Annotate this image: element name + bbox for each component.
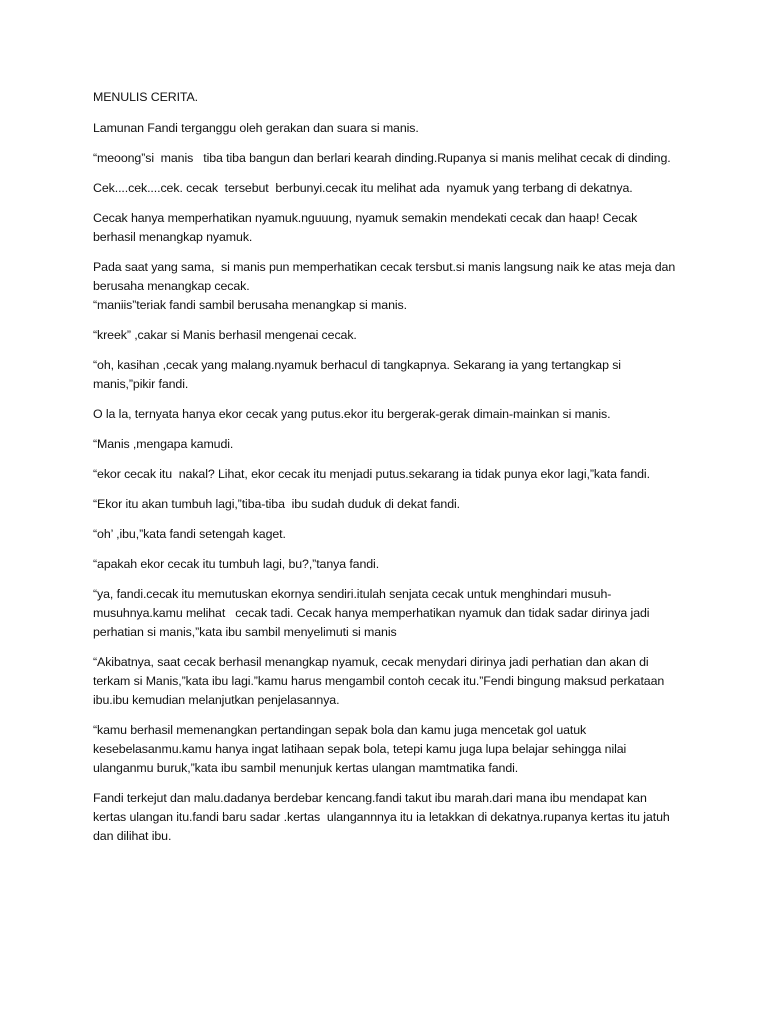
paragraph-7: “oh, kasihan ,cecak yang malang.nyamuk berhacul di tangkapnya. Sekarang ia yang tertangkap si manis,”pikir fandi. [93,358,625,391]
paragraph-12: “oh’ ,ibu,”kata fandi setengah kaget. [93,527,286,541]
paragraph-15: “Akibatnya, saat cecak berhasil menangkap nyamuk, cecak menydari dirinya jadi perhatian dan akan di terkam si Manis,”kata ibu lagi.”kamu harus mengambil contoh cecak itu.”Fendi bingung maksud perkataan ibu.ibu kemudian melanjutkan penjelasannya. [93,655,668,707]
paragraph-17: Fandi terkejut dan malu.dadanya berdebar kencang.fandi takut ibu marah.dari mana ibu mendapat kan kertas ulangan itu.fandi baru sadar .kertas ulangannnya itu ia letakkan di dekatnya.rupanya kertas itu jatuh dan dilihat ibu. [93,791,673,843]
document-title: MENULIS CERITA. [93,90,198,104]
paragraph-11: “Ekor itu akan tumbuh lagi,”tiba-tiba ibu sudah duduk di dekat fandi. [93,497,461,511]
paragraph-3: Cek....cek....cek. cecak tersebut berbunyi.cecak itu melihat ada nyamuk yang terbang di dekatnya. [93,181,633,195]
paragraph-14: “ya, fandi.cecak itu memutuskan ekornya sendiri.itulah senjata cecak untuk menghindari musuh-musuhnya.kamu melihat cecak tadi. Cecak hanya memperhatikan nyamuk dan tidak sadar dirinya jadi perhatian si manis,”kata ibu sambil menyelimuti si manis [93,587,653,639]
document-page [93,88,681,857]
paragraph-5: Pada saat yang sama, si manis pun memperhatikan cecak tersbut.si manis langsung naik ke atas meja dan berusaha menangkap cecak. “maniis”teriak fandi sambil berusaha menangkap si manis. [93,260,676,312]
paragraph-2: “meoong”si manis tiba tiba bangun dan berlari kearah dinding.Rupanya si manis melihat cecak di dinding. [93,151,671,165]
paragraph-13: “apakah ekor cecak itu tumbuh lagi, bu?,”tanya fandi. [93,557,380,571]
paragraph-4: Cecak hanya memperhatikan nyamuk.nguuung, nyamuk semakin mendekati cecak dan haap! Cecak berhasil menangkap nyamuk. [93,211,641,244]
paragraph-8: O la la, ternyata hanya ekor cecak yang putus.ekor itu bergerak-gerak dimain-mainkan si manis. [93,407,611,421]
paragraph-1: Lamunan Fandi terganggu oleh gerakan dan suara si manis. [93,121,419,135]
paragraph-9: “Manis ,mengapa kamudi. [93,437,234,451]
paragraph-6: “kreek” ,cakar si Manis berhasil mengenai cecak. [93,328,357,342]
paragraph-16: “kamu berhasil memenangkan pertandingan sepak bola dan kamu juga mencetak gol uatuk kesebelasanmu.kamu hanya ingat latihaan sepak bola, tetepi kamu juga lupa belajar sehingga nilai ulanganmu buruk,”kata ibu sambil menunjuk kertas ulangan mamtmatika fandi. [93,723,630,775]
paragraph-10: “ekor cecak itu nakal? Lihat, ekor cecak itu menjadi putus.sekarang ia tidak punya ekor lagi,”kata fandi. [93,467,650,481]
